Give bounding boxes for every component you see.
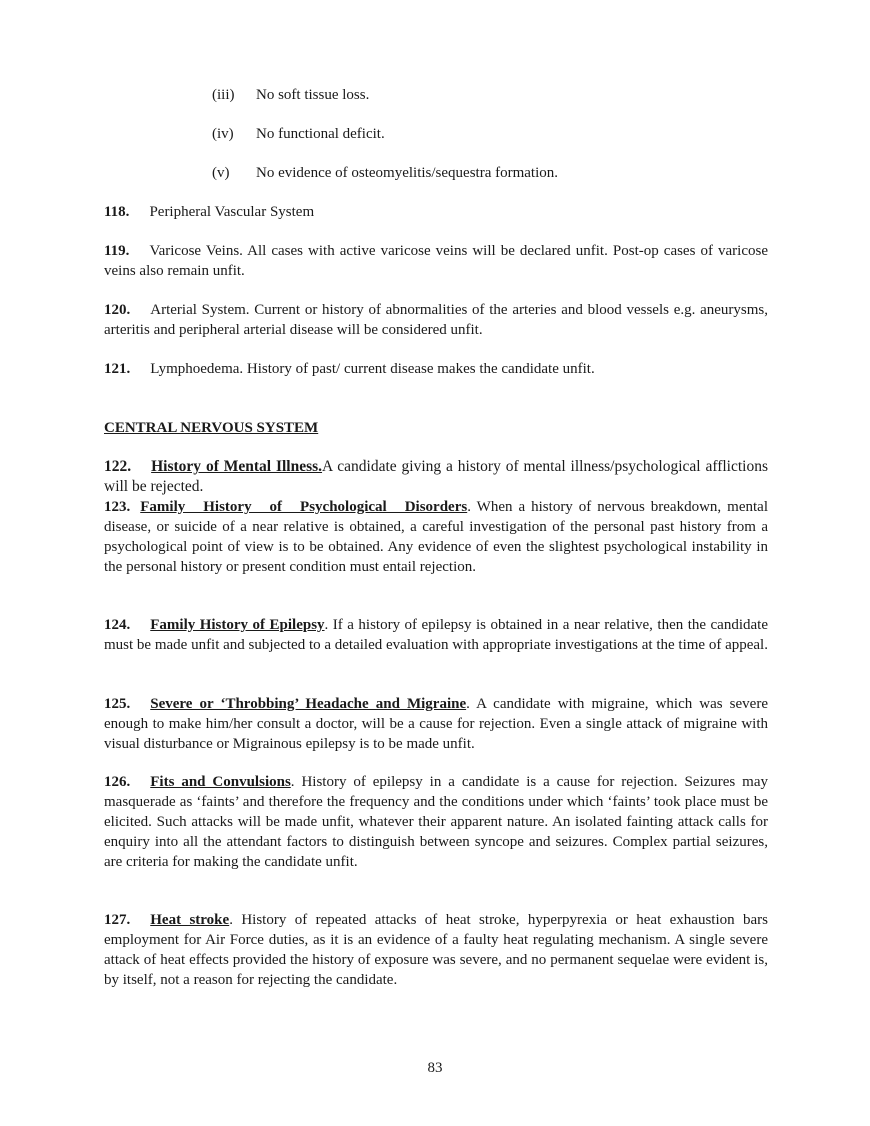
sub-item-text: No soft tissue loss. xyxy=(256,87,370,103)
sub-item-text: No functional deficit. xyxy=(256,126,385,142)
paragraph-text: Arterial System. Current or history of abnormalities of the arteries and blood vessels e.g. aneurysms, arteritis and peripheral arterial disease will be considered unfit. xyxy=(104,302,768,338)
paragraph-126 xyxy=(104,772,768,872)
paragraph-number: 123. xyxy=(104,499,131,515)
paragraph-120 xyxy=(104,300,768,340)
paragraph-title: History of Mental Illness. xyxy=(151,458,323,475)
paragraph-127 xyxy=(104,910,768,990)
paragraph-title: Family History of Epilepsy xyxy=(150,617,325,633)
paragraph-text: A candidate giving a history of mental illness/psychological afflictions will be rejected. xyxy=(104,458,768,495)
paragraph-124 xyxy=(104,615,768,655)
paragraph-number: 126. xyxy=(104,774,131,790)
paragraph-number: 122. xyxy=(104,458,132,475)
paragraph-text: Lymphoedema. History of past/ current disease makes the candidate unfit. xyxy=(150,361,595,377)
paragraph-121 xyxy=(104,359,768,379)
paragraph-text: . If a history of epilepsy is obtained in a near relative, then the candidate must be made unfit and subjected to a detailed evaluation with appropriate investigations at the time of appeal. xyxy=(104,617,768,653)
paragraph-text: . A candidate with migraine, which was severe enough to make him/her consult a doctor, will be a cause for rejection. Even a single attack of migraine with visual disturbance or Migrainous epilepsy is to be made unfit. xyxy=(104,696,768,752)
paragraph-118 xyxy=(104,202,768,222)
paragraph-123 xyxy=(104,497,768,577)
paragraph-title: Fits and Convulsions xyxy=(150,774,291,790)
sub-item-iii xyxy=(212,85,369,105)
paragraph-number: 125. xyxy=(104,696,131,712)
section-heading: CENTRAL NERVOUS SYSTEM xyxy=(104,420,319,436)
paragraph-text: Varicose Veins. All cases with active varicose veins will be declared unfit. Post-op cases of varicose veins also remain unfit. xyxy=(104,243,768,279)
paragraph-title: Severe or ‘Throbbing’ Headache and Migraine xyxy=(150,696,467,712)
paragraph-text: Peripheral Vascular System xyxy=(149,204,315,220)
paragraph-number: 124. xyxy=(104,617,131,633)
page-number: 83 xyxy=(427,1060,443,1076)
paragraph-text: . History of repeated attacks of heat stroke, hyperpyrexia or heat exhaustion bars employment for Air Force duties, as it is an evidence of a faulty heat regulating mechanism. A single severe attack of heat effects provided the history of exposure was severe, and no permanent sequelae were evident is, by itself, not a reason for rejecting the candidate. xyxy=(104,912,768,988)
paragraph-title: Family History of Psychological Disorders xyxy=(140,499,468,515)
paragraph-number: 127. xyxy=(104,912,131,928)
paragraph-125 xyxy=(104,694,768,754)
paragraph-text: . When a history of nervous breakdown, mental disease, or suicide of a near relative is obtained, a careful investigation of the personal past history from a psychological point of view is to be obtained. Any evidence of even the slightest psychological instability in the personal history or present condition must entail rejection. xyxy=(104,499,768,575)
paragraph-number: 119. xyxy=(104,243,130,259)
sub-item-v xyxy=(212,163,558,183)
sub-item-text: No evidence of osteomyelitis/sequestra formation. xyxy=(256,165,558,181)
paragraph-119 xyxy=(104,241,768,281)
paragraph-number: 121. xyxy=(104,361,131,377)
paragraph-text: . History of epilepsy in a candidate is a cause for rejection. Seizures may masquerade as ‘faints’ and therefore the frequency and the conditions under which ‘faints’ took place must be elicited. Such attacks will be made unfit, whatever their apparent nature. An isolated fainting attack calls for enquiry into all the attendant factors to distinguish between syncope and seizures. Complex partial seizures, are criteria for making the candidate unfit. xyxy=(104,774,768,870)
paragraph-number: 118. xyxy=(104,204,130,220)
sub-item-number: (iv) xyxy=(212,126,234,142)
sub-item-number: (iii) xyxy=(212,87,235,103)
sub-item-number: (v) xyxy=(212,165,230,181)
paragraph-122 xyxy=(104,457,768,497)
sub-item-iv xyxy=(212,124,385,144)
paragraph-title: Heat stroke xyxy=(150,912,230,928)
paragraph-number: 120. xyxy=(104,302,131,318)
